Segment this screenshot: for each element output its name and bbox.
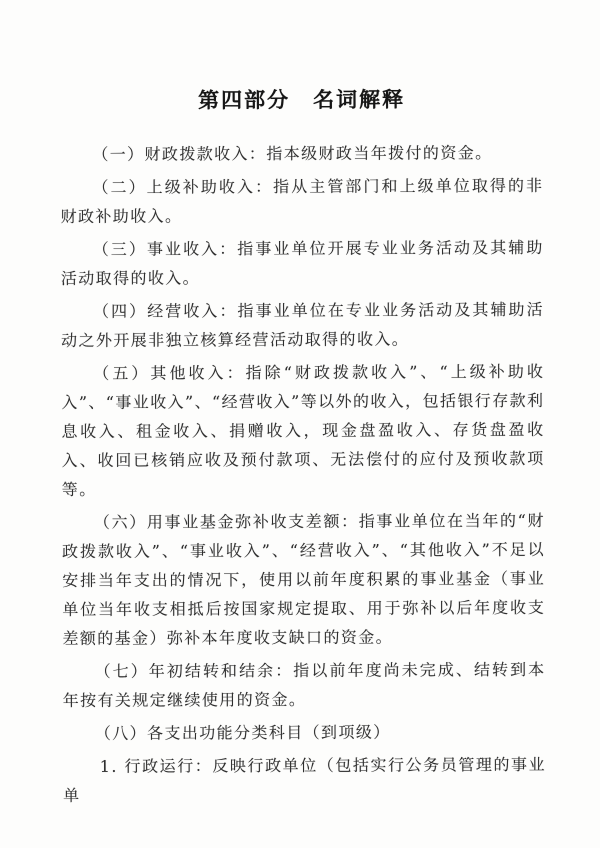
definition-paragraph-administrative-operation: 1. 行政运行：反映行政单位（包括实行公务员管理的事业单 xyxy=(63,754,547,806)
definition-paragraph-other-income: （五）其他收入：指除“财政拨款收入”、“上级补助收入”、“事业收入”、“经营收入”等以外的收入，包括银行存款利息收入、租金收入、捐赠收入，现金盘盈收入、存货盘盈收入、收回已核销应收及预付款项、无法偿付的应付及预收款项等。 xyxy=(61,361,545,500)
definition-paragraph-operational-income: （三）事业收入：指事业单位开展专业业务活动及其辅助活动取得的收入。 xyxy=(60,237,544,289)
page-title: 第四部分 名词解释 xyxy=(198,86,406,113)
definition-paragraph-superior-subsidy-income: （二）上级补助收入：指从主管部门和上级单位取得的非财政补助收入。 xyxy=(60,175,544,227)
definition-paragraph-fiscal-appropriation-income: （一）财政拨款收入：指本级财政当年拨付的资金。 xyxy=(92,143,493,164)
page-content xyxy=(60,83,546,810)
definition-paragraph-fund-deficit-compensation: （六）用事业基金弥补收支差额：指事业单位在当年的“财政拨款收入”、“事业收入”、“经营收入”、“其他收入”不足以安排当年支出的情况下，使用以前年度积累的事业基金（事业单位当年收支相抵后按国家规定提取、用于弥补以后年度收支差额的基金）弥补本年度收支缺口的资金。 xyxy=(61,510,546,649)
definition-paragraph-carryover-and-surplus: （七）年初结转和结余：指以前年度尚未完成、结转到本年按有关规定继续使用的资金。 xyxy=(62,659,546,711)
definition-paragraph-business-income: （四）经营收入：指事业单位在专业业务活动及其辅助活动之外开展非独立核算经营活动取得的收入。 xyxy=(61,299,545,351)
definition-paragraph-expenditure-function-categories: （八）各支出功能分类科目（到项级） xyxy=(94,722,391,743)
